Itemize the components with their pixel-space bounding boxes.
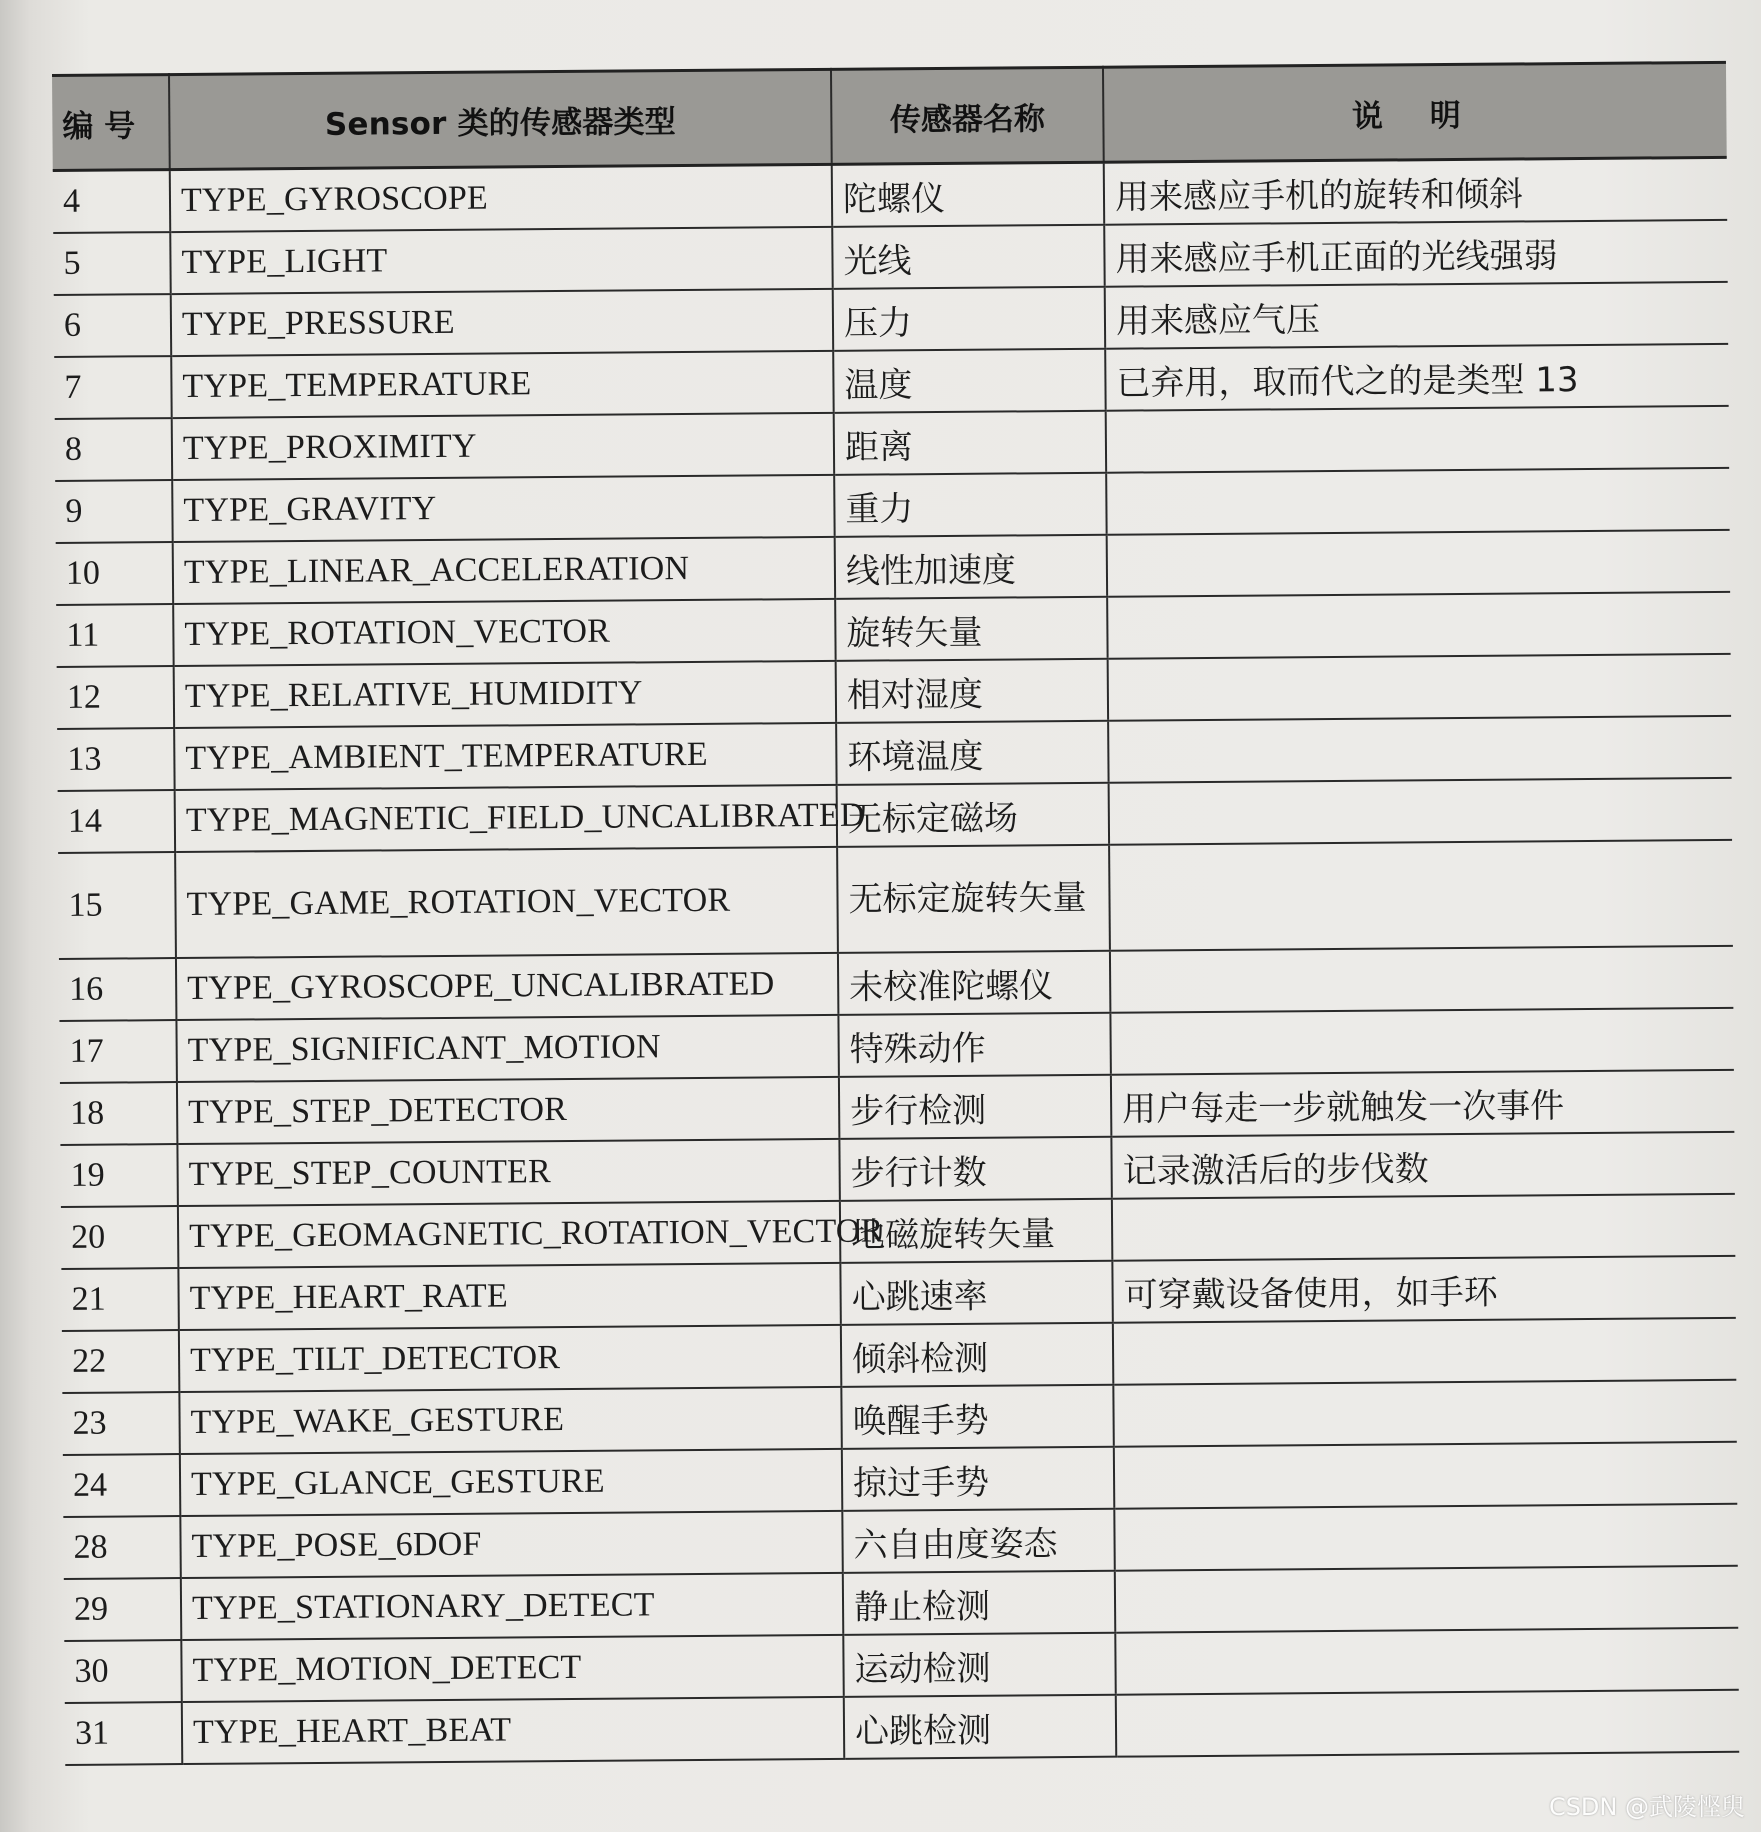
row-sensor-type: TYPE_STEP_DETECTOR (177, 1077, 839, 1144)
row-sensor-name: 陀螺仪 (832, 162, 1104, 227)
row-sensor-type: TYPE_MOTION_DETECT (181, 1635, 843, 1702)
row-sensor-name: 无标定磁场 (837, 783, 1109, 847)
row-sensor-type: TYPE_STEP_COUNTER (177, 1139, 839, 1206)
row-sensor-type: TYPE_LINEAR_ACCELERATION (173, 537, 835, 604)
row-number: 4 (53, 170, 170, 233)
row-sensor-type: TYPE_GEOMAGNETIC_ROTATION_VECTOR (178, 1201, 840, 1268)
row-description (1114, 1442, 1737, 1509)
row-sensor-type: TYPE_ROTATION_VECTOR (173, 599, 835, 666)
row-number: 23 (62, 1392, 179, 1455)
row-description (1108, 654, 1731, 721)
row-description (1116, 1690, 1739, 1757)
row-sensor-name: 旋转矢量 (835, 597, 1107, 661)
row-sensor-type: TYPE_PRESSURE (171, 289, 833, 356)
row-sensor-name: 压力 (833, 287, 1105, 351)
row-description: 用来感应手机的旋转和倾斜 (1104, 157, 1727, 224)
row-sensor-type: TYPE_PROXIMITY (172, 413, 834, 480)
row-sensor-name: 六自由度姿态 (842, 1509, 1114, 1573)
row-sensor-name: 唤醒手势 (841, 1385, 1113, 1449)
table-body (53, 157, 1739, 1765)
header-sensor-type: Sensor 类的传感器类型 (169, 69, 832, 169)
row-number: 15 (58, 852, 176, 959)
row-sensor-type: TYPE_HEART_RATE (178, 1263, 840, 1330)
row-sensor-name: 温度 (833, 349, 1105, 413)
header-sensor-name: 传感器名称 (831, 67, 1104, 164)
row-description: 已弃用，取而代之的是类型 13 (1105, 344, 1728, 411)
row-number: 29 (64, 1578, 181, 1641)
row-description (1110, 1008, 1733, 1075)
row-sensor-type: TYPE_TILT_DETECTOR (179, 1325, 841, 1392)
row-sensor-type: TYPE_RELATIVE_HUMIDITY (174, 661, 836, 728)
row-number: 11 (56, 604, 173, 667)
row-number: 20 (61, 1206, 178, 1269)
watermark: CSDN @武陵悭臾 (1548, 1793, 1745, 1821)
row-description (1110, 946, 1733, 1013)
row-number: 22 (62, 1330, 179, 1393)
table-header-row (52, 62, 1727, 170)
row-description (1114, 1504, 1737, 1571)
row-sensor-name: 静止检测 (843, 1571, 1115, 1635)
row-sensor-type: TYPE_MAGNETIC_FIELD_UNCALIBRATED (175, 785, 837, 852)
row-sensor-name: 地磁旋转矢量 (840, 1199, 1112, 1263)
row-description: 用来感应气压 (1105, 282, 1728, 349)
row-sensor-name: 线性加速度 (835, 535, 1107, 599)
row-sensor-name: 掠过手势 (842, 1447, 1114, 1511)
row-number: 9 (55, 480, 172, 543)
table-row (58, 840, 1733, 959)
row-sensor-name: 心跳速率 (840, 1261, 1112, 1325)
row-description (1108, 716, 1731, 783)
row-description (1106, 468, 1729, 535)
row-sensor-type: TYPE_WAKE_GESTURE (179, 1387, 841, 1454)
row-description (1109, 840, 1733, 951)
row-description: 记录激活后的步伐数 (1111, 1132, 1734, 1199)
row-sensor-name: 光线 (832, 225, 1104, 289)
row-sensor-type: TYPE_SIGNIFICANT_MOTION (176, 1015, 838, 1082)
row-sensor-type: TYPE_GYROSCOPE_UNCALIBRATED (176, 953, 838, 1020)
row-sensor-name: 环境温度 (836, 721, 1108, 785)
row-number: 21 (61, 1268, 178, 1331)
row-number: 17 (59, 1020, 176, 1083)
row-number: 13 (57, 728, 174, 791)
row-sensor-type: TYPE_GAME_ROTATION_VECTOR (175, 847, 838, 958)
row-sensor-type: TYPE_STATIONARY_DETECT (181, 1573, 843, 1640)
row-sensor-name: 心跳检测 (844, 1695, 1116, 1759)
row-sensor-name: 距离 (834, 411, 1106, 475)
row-description (1115, 1628, 1738, 1695)
row-description (1109, 778, 1732, 845)
row-sensor-name: 步行计数 (839, 1137, 1111, 1201)
row-sensor-name: 步行检测 (839, 1075, 1111, 1139)
row-number: 28 (63, 1516, 180, 1579)
row-number: 5 (53, 232, 170, 295)
row-sensor-name: 未校准陀螺仪 (838, 951, 1110, 1015)
row-description (1107, 592, 1730, 659)
row-description (1113, 1318, 1736, 1385)
row-sensor-type: TYPE_AMBIENT_TEMPERATURE (174, 723, 836, 790)
sensor-type-table (52, 61, 1739, 1766)
row-description: 用来感应手机正面的光线强弱 (1104, 220, 1727, 287)
row-description (1106, 406, 1729, 473)
table-row (65, 1690, 1739, 1765)
row-sensor-type: TYPE_GLANCE_GESTURE (180, 1449, 842, 1516)
row-number: 10 (56, 542, 173, 605)
row-description: 用户每走一步就触发一次事件 (1111, 1070, 1734, 1137)
header-description: 说 明 (1103, 62, 1727, 162)
row-number: 19 (60, 1144, 177, 1207)
row-number: 24 (63, 1454, 180, 1517)
row-sensor-type: TYPE_TEMPERATURE (171, 351, 833, 418)
row-number: 18 (60, 1082, 177, 1145)
row-sensor-name: 特殊动作 (838, 1013, 1110, 1077)
row-sensor-type: TYPE_GYROSCOPE (170, 164, 832, 232)
row-number: 16 (59, 958, 176, 1021)
row-sensor-name: 相对湿度 (836, 659, 1108, 723)
row-number: 7 (54, 356, 171, 419)
row-number: 30 (64, 1640, 181, 1703)
row-description (1115, 1566, 1738, 1633)
header-number: 编 号 (52, 75, 170, 171)
row-number: 31 (65, 1702, 182, 1765)
row-number: 6 (54, 294, 171, 357)
row-number: 8 (55, 418, 172, 481)
row-sensor-name: 运动检测 (843, 1633, 1115, 1697)
row-sensor-type: TYPE_POSE_6DOF (180, 1511, 842, 1578)
row-sensor-type: TYPE_LIGHT (170, 227, 832, 294)
row-number: 14 (58, 790, 175, 853)
row-sensor-type: TYPE_GRAVITY (172, 475, 834, 542)
row-sensor-type: TYPE_HEART_BEAT (182, 1697, 844, 1764)
row-description (1113, 1380, 1736, 1447)
row-description (1107, 530, 1730, 597)
row-sensor-name: 重力 (834, 473, 1106, 537)
row-description (1112, 1194, 1735, 1261)
row-number: 12 (57, 666, 174, 729)
row-description: 可穿戴设备使用，如手环 (1112, 1256, 1735, 1323)
row-sensor-name: 倾斜检测 (841, 1323, 1113, 1387)
row-sensor-name: 无标定旋转矢量 (837, 845, 1110, 953)
